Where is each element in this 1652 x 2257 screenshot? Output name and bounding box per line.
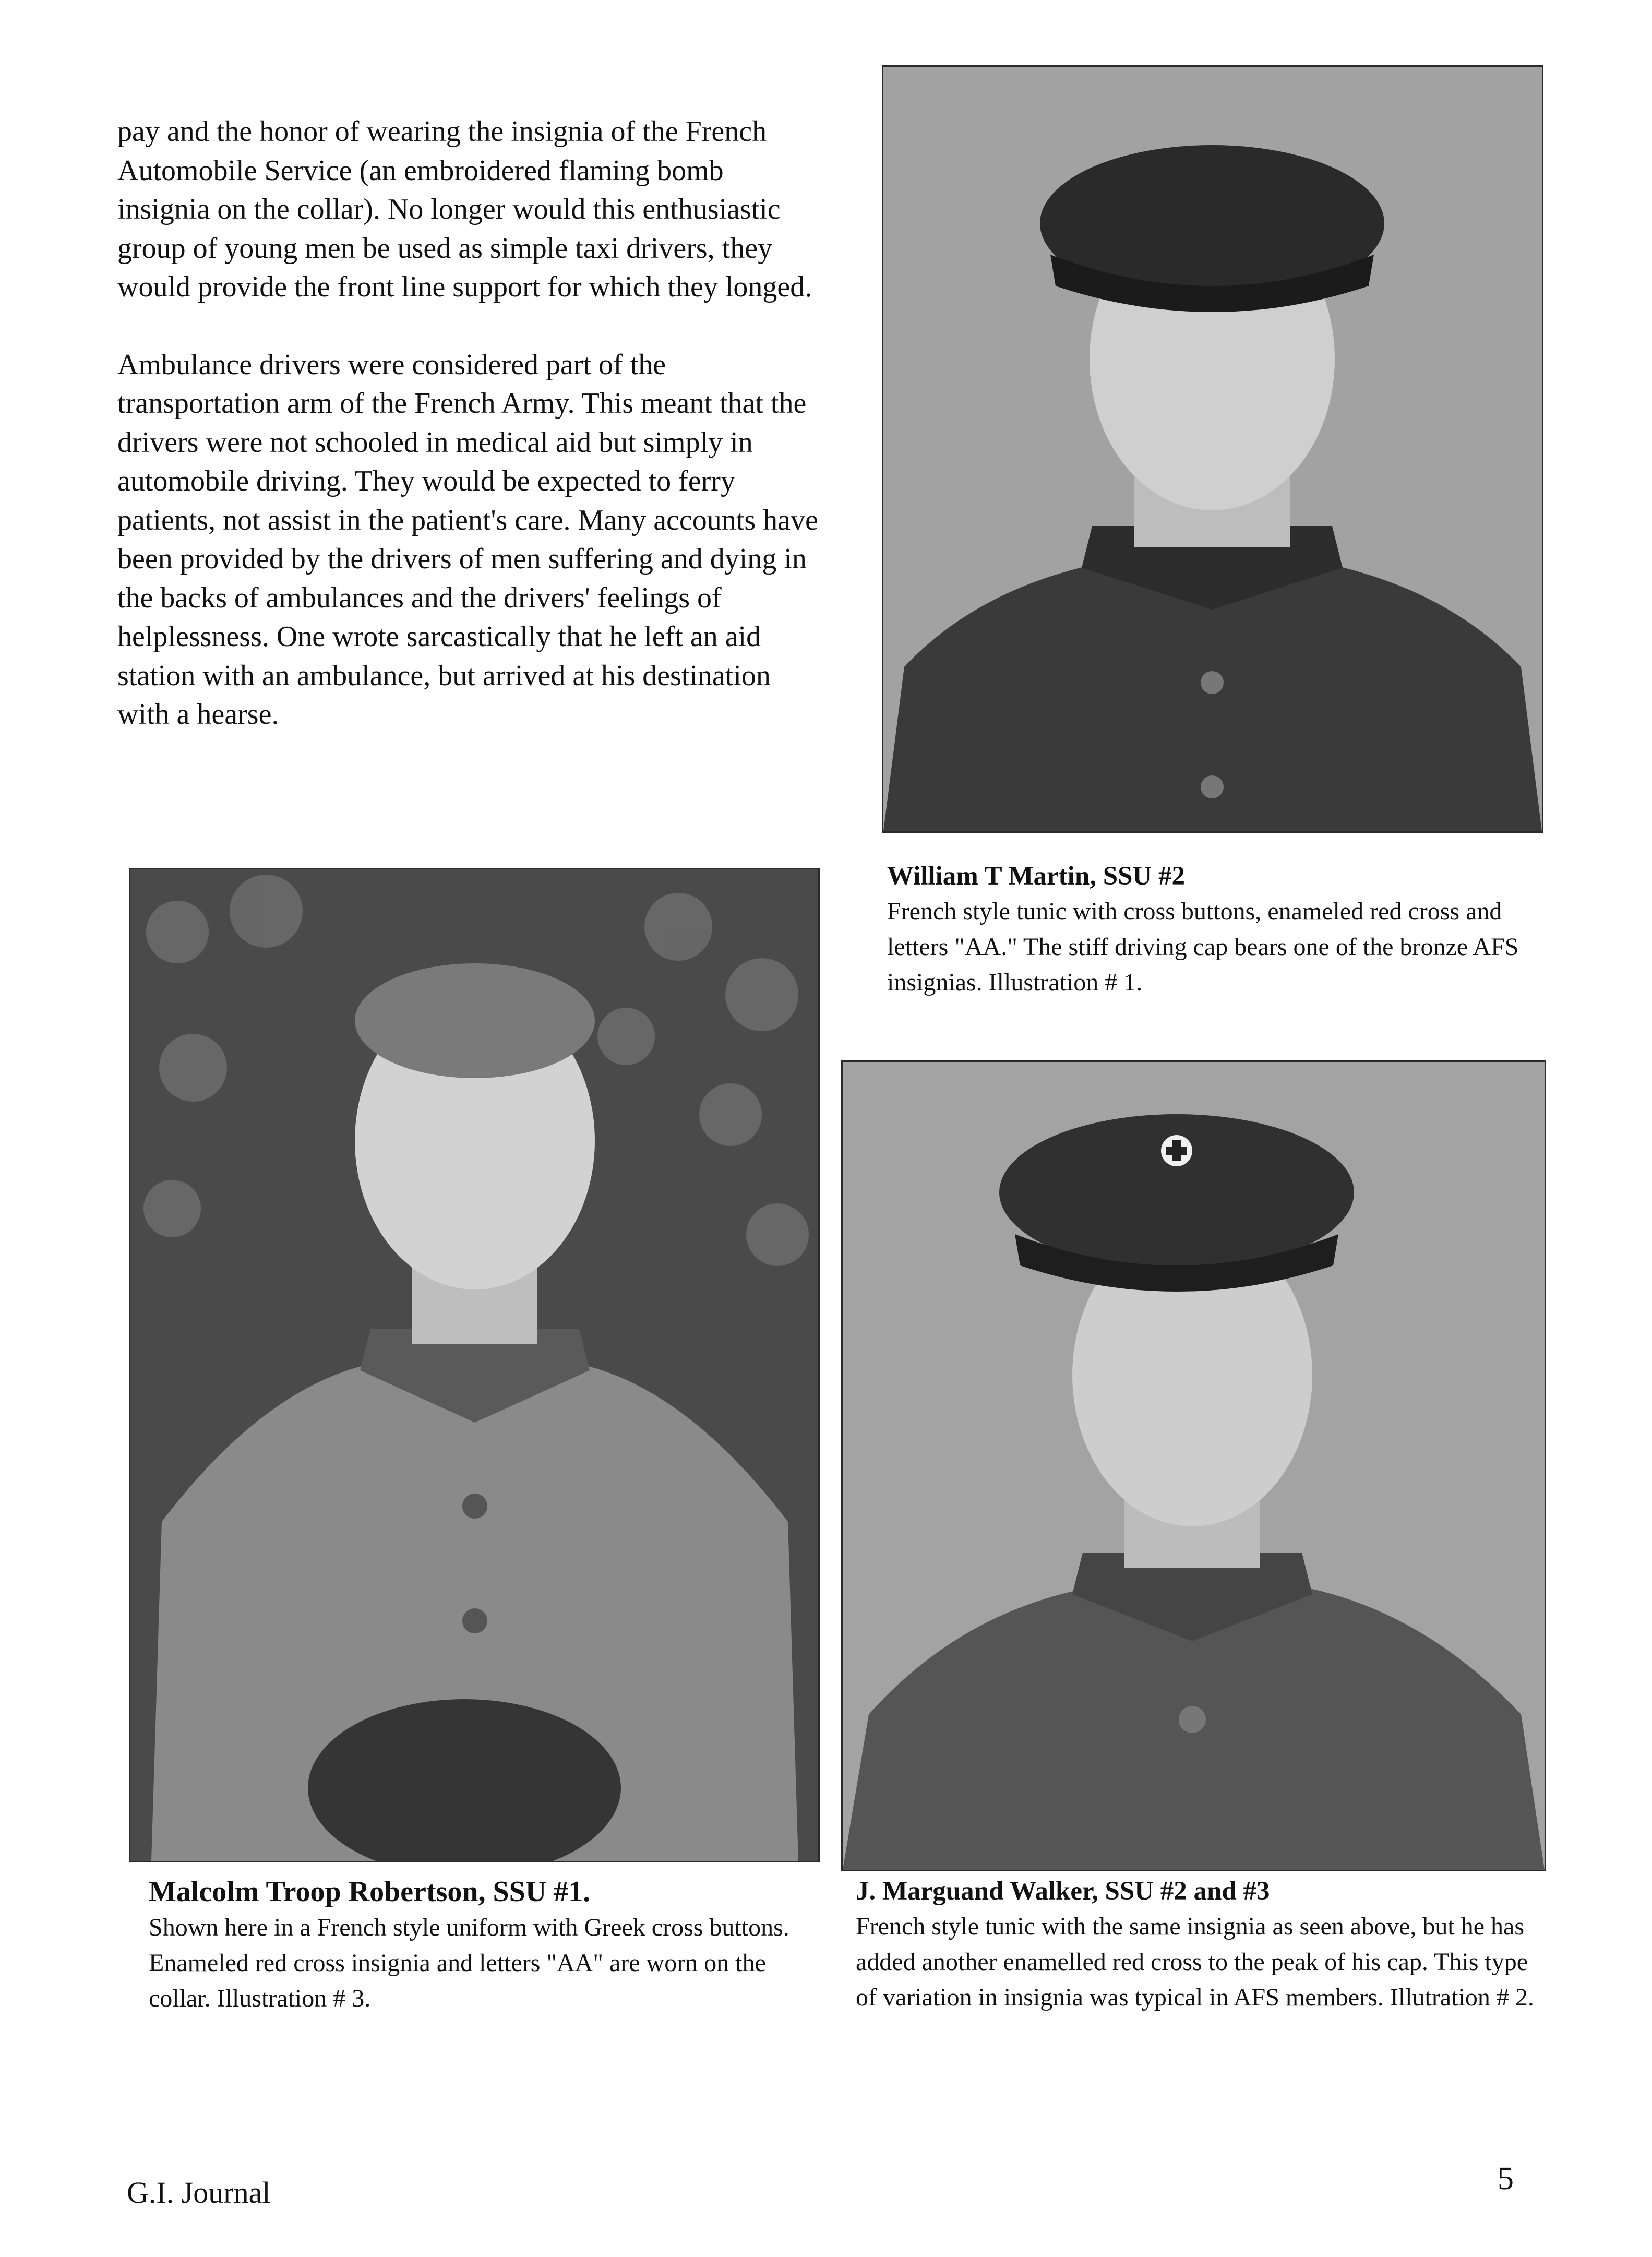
photo-marguand-walker — [841, 1060, 1546, 1871]
caption-title: Malcolm Troop Robertson, SSU #1. — [149, 1876, 591, 1908]
article-paragraph: Ambulance drivers were considered part of the transportation arm of the French Army. This meant that the drivers were not schooled in medical aid but simply in automobile driving. They would be expected to ferry patients, not assist in the patient's care. Many accounts have been provided by the drivers of men suffering and dying in the backs of ambulances and the drivers' feelings of helplessness. One wrote sarcastically that he left an aid station with an ambulance, but arrived at his destination with a hearse. — [117, 348, 818, 731]
caption-title: J. Marguand Walker, SSU #2 and #3 — [856, 1877, 1270, 1906]
caption-text: French style tunic with the same insignia as seen above, but he has added another enamelled red cross to the peak of his cap. This type of variation in insignia was typical in AFS members. Illutration # 2. — [856, 1913, 1534, 2011]
caption-text: French style tunic with cross buttons, enameled red cross and letters "AA." The stiff driving cap bears one of the bronze AFS insignias. Illustration # 1. — [887, 898, 1519, 996]
photo-william-martin — [882, 65, 1543, 833]
publication-name: G.I. Journal — [127, 2176, 271, 2210]
caption-text: Shown here in a French style uniform with Greek cross buttons. Enameled red cross insignia and letters "AA" are worn on the collar. Illustration # 3. — [149, 1914, 789, 2012]
page-number: 5 — [1498, 2161, 1514, 2196]
article-paragraph: pay and the honor of wearing the insignia of the French Automobile Service (an embroidered flaming bomb insignia on the collar). No longer would this enthusiastic group of young men be used as simple taxi drivers, they would provide the front line support for which they longed. — [117, 115, 812, 303]
caption-title: William T Martin, SSU #2 — [887, 862, 1186, 891]
article-body — [117, 112, 819, 773]
caption-malcolm-robertson — [149, 1873, 806, 2016]
photo-malcolm-robertson — [129, 868, 820, 1862]
caption-william-martin — [887, 858, 1545, 1000]
caption-marguand-walker — [856, 1873, 1545, 2015]
